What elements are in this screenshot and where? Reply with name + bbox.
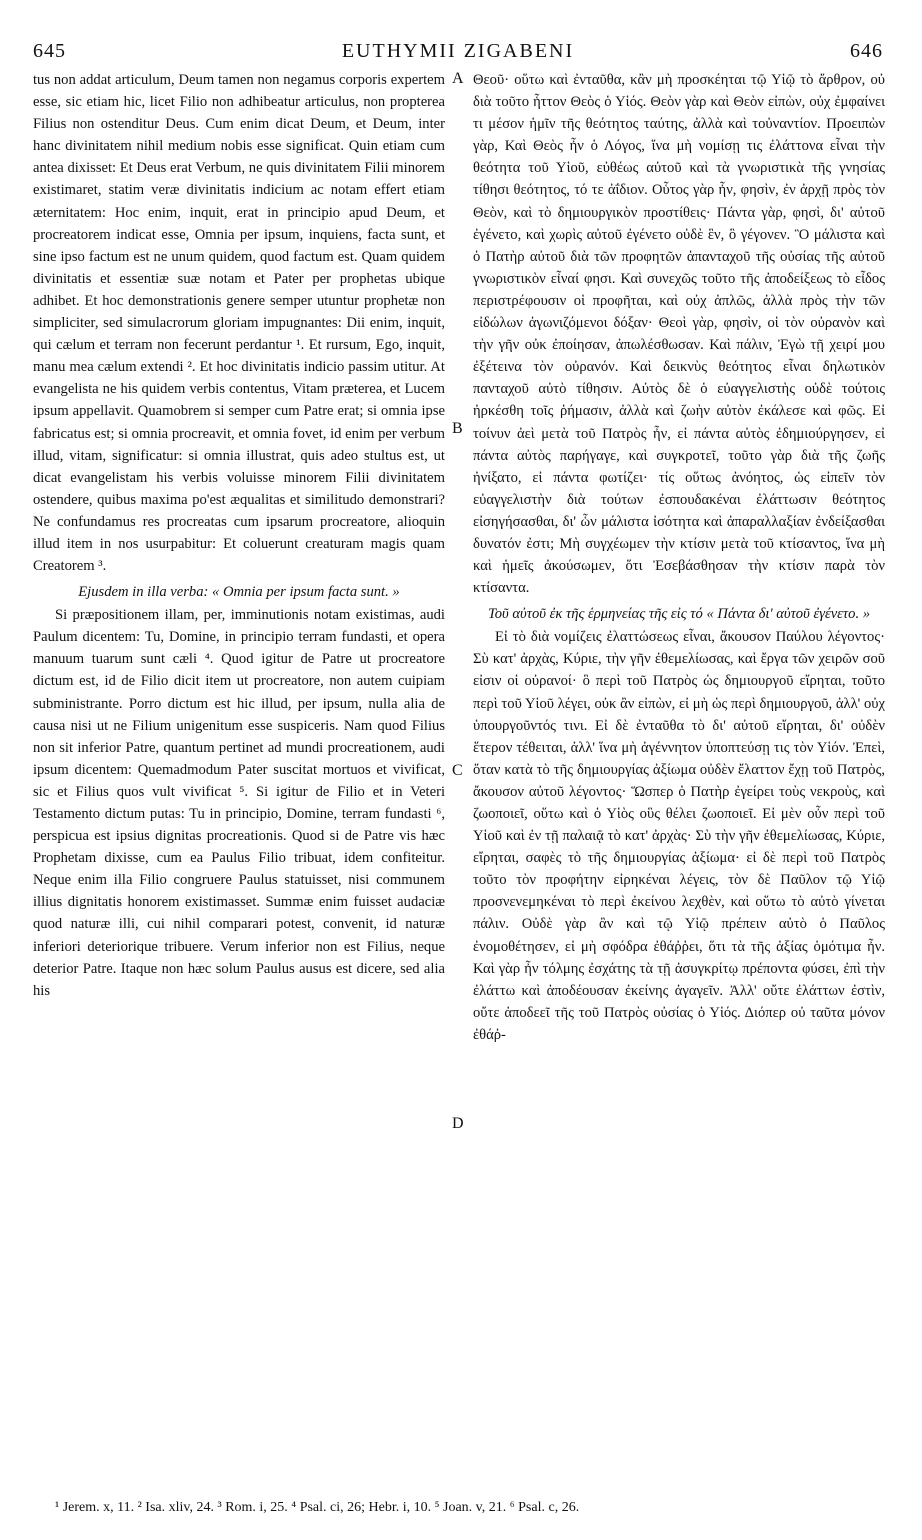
margin-letter-a: A: [452, 70, 464, 87]
greek-section-heading: Τοῦ αὐτοῦ ἐκ τῆς ἑρμηνείας τῆς εἰς τό « Πάντα δι' αὐτοῦ ἐγένετο. »: [487, 606, 871, 623]
margin-markers: [448, 0, 470, 1540]
margin-letter-d: D: [452, 1115, 464, 1132]
page-number-right: 646: [850, 40, 883, 62]
margin-letter-b: B: [452, 420, 463, 437]
page-number-left: 645: [33, 40, 66, 62]
latin-paragraph-1: tus non addat articulum, Deum tamen non negamus corporis expertem esse, sic etiam hic, licet Filio non adhibeatur articulus, non propterea Filius non ostenditur Deus. Cum enim dicat Deum, et Deum, inter hanc divinitatem nihil medium nobis esse significat. Quin etiam cum antea dixisset: Et Deus erat Verbum, ne quis divinitatem Filii minorem existimaret, statim veræ divinitatis indicium ac notam effert etiam æternitatem: Hoc enim, inquit, erat in principio apud Deum, et procreatorem indicat esse, Omnia per ipsum, inquiens, facta sunt, et sine ipso factum est ne unum quidem, quod factum est. Quam quidem divinitatis et essentiæ suæ notam et Pater per prophetas ubique adhibet. Et hoc demonstrationis genere semper utuntur prophetæ non simpliciter, sed simulacrorum gloriam impugnantes: Dii enim, inquit, qui cælum et terram non fecerunt perdantur ¹. Et rursum, Ego, inquit, manu mea cælum extendi ². Et hoc divinitatis indicio passim utitur. At evangelista ne his quidem verbis contentus, Vitam præterea, et Lucem ipsum appellavit. Quamobrem si semper cum Patre erat; si omnia ipse fabricatus est; si omnia procreavit, et omnia fovet, id enim per verbum illud, vitam, significatur: si omnia illustrat, quis adeo stultus est, ut dicat evangelistam his verbis voluisse minorem Filii divinitatem ostendere, quibus maxima po'est æqualitas et similitudo demonstrari? Ne confundamus res procreatas cum ipsarum procreatore, alioquin illud item in nos usurpabitur: Et coluerunt creaturam magis quam Creatorem ³.: [33, 72, 445, 575]
footnotes: ¹ Jerem. x, 11. ² Isa. xliv, 24. ³ Rom. i, 25. ⁴ Psal. ci, 26; Hebr. i, 10. ⁵ Joan. v, 21. ⁶ Psal. c, 26.: [55, 1500, 580, 1515]
greek-paragraph-2: Εἰ τὸ διὰ νομίζεις ἐλαττώσεως εἶναι, ἄκουσον Παύλου λέγοντος· Σὺ κατ' ἀρχὰς, Κύριε, τὴν γῆν ἐθεμελίωσας, καὶ ἔργα τῶν χειρῶν σοῦ εἰσιν οἱ οὐρανοί· ὃ περὶ τοῦ Πατρὸς ὡς δημιουργοῦ εἴρηται, τοῦτο περὶ τοῦ Υἱοῦ λέγει, οὐκ ἂν εἰπὼν, εἰ μὴ ὡς περὶ δημιουργοῦ, ἀλλ' οὐχ ὑπουργοῦντός τινι. Εἰ δὲ ἐνταῦθα τὸ δι' αὐτοῦ εἴρηται, δι' οὐδὲν ἕτερον τέθειται, ἀλλ' ἵνα μὴ ἀγέννητον ὑποπτεύσῃ τις τὸν Υἱόν. Ἐπεὶ, ὅταν κατὰ τὸ τῆς δημιουργίας ἀξίωμα οὐδὲν ἔλαττον ἔχῃ τοῦ Πατρὸς, ἄκουσον αὐτοῦ λέγοντος· Ὥσπερ ὁ Πατὴρ ἐγείρει τοὺς νεκροὺς, καὶ ζωοποιεῖ, οὕτω καὶ ὁ Υἱὸς οὓς θέλει ζωοποιεῖ. Εἰ μὲν οὖν περὶ τοῦ Υἱοῦ καὶ ἐν τῇ παλαιᾷ τὸ κατ' ἀρχὰς· Σὺ τὴν γῆν ἐθεμελίωσας, Κύριε, εἴρηται, σαφὲς τὸ τῆς δημιουργίας ἀξίωμα· εἰ δὲ περὶ τοῦ Πατρὸς τοῦτο τὸν προφήτην εἰρηκέναι λέγεις, τὸν δὲ Παῦλον τῷ Υἱῷ προσνενεμηκέναι τὸ περὶ ἐκείνου λεχθὲν, καὶ οὕτω τὸ αὐτὸ γίνεται πάλιν. Οὐδὲ γὰρ ἂν καὶ τῷ Υἱῷ πρέπειν αὐτὸ ὁ Παῦλος ἐνομοθέτησεν, εἰ μὴ σφόδρα ἐθάῤῥει, ὅτι τὰ τῆς ἀξίας ὁμότιμα ἦν. Καὶ γὰρ ἦν τόλμης ἐσχάτης τὰ τῇ ἀσυγκρίτῳ πρέποντα φύσει, ἐπὶ τὴν ἐλάττω καὶ ἀποδέουσαν ἐκείνης ἀγαγεῖν. Ἀλλ' οὔτε ἐλάττων ἐστὶν, οὔτε ἀποδεεῖ τῆς τοῦ Πατρὸς οὐσίας ὁ Υἱός. Διόπερ οὐ ταῦτα μόνον ἐθάῤ-: [473, 629, 885, 1043]
latin-section-heading: Ejusdem in illa verba: « Omnia per ipsum facta sunt. »: [78, 584, 400, 601]
running-title: EUTHYMII ZIGABENI: [341, 40, 575, 62]
margin-letter-c: C: [452, 762, 463, 779]
greek-paragraph-1: Θεοῦ· οὕτω καὶ ἐνταῦθα, κἂν μὴ προσκέηται τῷ Υἱῷ τὸ ἄρθρον, οὐ διὰ τοῦτο ἧττον Θεὸς ὁ Υἱός. Θεὸν γὰρ καὶ Θεὸν εἰπὼν, οὐχ ἐμφαίνει τι μέσον ἡμῖν τῆς θεότητος ταύτης, ἀλλὰ καὶ τοὐναντίον. Προειπὼν γὰρ, Καὶ Θεὸς ἦν ὁ Λόγος, ἵνα μὴ νομίσῃ τις ἐλάττονα εἶναι τὴν θεότητα τοῦ Υἱοῦ, εὐθέως αὐτοῦ καὶ τὰ γνωριστικὰ τῆς γνησίας τίθησι θεότητος, τό τε ἀΐδιον. Οὗτος γὰρ ἦν, φησὶν, ἐν ἀρχῇ πρὸς τὸν Θεὸν, καὶ τὸ δημιουργικὸν προστίθεις· Πάντα γὰρ, φησὶ, δι' αὐτοῦ ἐγένετο, καὶ χωρὶς αὐτοῦ ἐγένετο οὐδὲ ἓν, ὃ γέγονεν. Ὃ μάλιστα καὶ ὁ Πατὴρ αὐτοῦ διὰ τῶν προφητῶν ἁπανταχοῦ τῆς οὐσίας τῆς αὐτοῦ γνωριστικὸν εἶναί φησι. Καὶ συνεχῶς τοῦτο τῆς ἀποδείξεως τὸ εἶδος περιστρέφουσιν οἱ προφῆται, καὶ οὐχ ἁπλῶς, ἀλλὰ πρὸς τὴν τῶν εἰδώλων ἀγωνιζόμενοι δόξαν· Θεοὶ γὰρ, φησὶν, οἱ τὸν οὐρανὸν καὶ τὴν γῆν οὐκ ἐποίησαν, ἀπωλέσθωσαν. Καὶ πάλιν, Ἐγὼ τῇ χειρί μου ἐξέτεινα τὸν οὐρανόν. Καὶ δεικνὺς θεότητος εἶναι δηλωτικὸν πανταχοῦ αὐτὸ τίθησιν. Αὐτὸς δὲ ὁ εὐαγγελιστὴς οὐδὲ τούτοις ἠρκέσθη τοῖς ῥήμασιν, ἀλλὰ καὶ ζωὴν αὐτὸν ἐκάλεσε καὶ φῶς. Εἰ τοίνυν ἀεὶ μετὰ τοῦ Πατρὸς ἦν, εἰ πάντα αὐτὸς ἐδημιούργησεν, εἰ πάντα αὐτὸς παρήγαγε, καὶ συγκροτεῖ, τοῦτο γὰρ διὰ τῆς ζωῆς ἠνίξατο, εἰ πάντα φωτίζει· τίς οὕτως ἀνόητος, ὡς εἰπεῖν τὸν εὐαγγελιστὴν διὰ τούτων ἐσπουδακέναι ἐλάττωσιν θεότητος εἰσηγήσασθαι, δι' ὧν μάλιστα ἰσότητα καὶ ἀπαραλλαξίαν ἐνδείξασθαι δυνατόν ἐστι; Μὴ συγχέωμεν τὴν κτίσιν μετὰ τοῦ κτίσαντος, ἵνα μὴ καὶ ἡμεῖς ἀκούσωμεν, ὅτι Ἐσεβάσθησαν τὴν κτίσιν παρὰ τὸν κτίσαντα.: [473, 72, 885, 597]
latin-paragraph-2: Si præpositionem illam, per, imminutionis notam existimas, audi Paulum dicentem: Tu, Domine, in principio terram fundasti, et opera manuum tuarum sunt cæli ⁴. Quod igitur de Patre ut procreatore dictum est, id de Filio dicit item ut procreatore, non autem cuipiam subministrante. Porro dictum est hic illud, per ipsum, nulla alia de causa nisi ut ne Filium unigenitum esse suspiceris. Nam quod Filius non sit inferior Patre, quantum pertinet ad mundi procreationem, audi ipsum dicentem: Quemadmodum Pater suscitat mortuos et vivificat, sic et Filius quos vult vivificat ⁵. Si igitur de Filio et in Veteri Testamento dictum putas: Tu in principio, Domine, terram fundasti ⁶, perspicua est ipsius dignitas procreationis. Quod si de Patre vis hæc Prophetam dixisse, cum ea Paulus Filio tribuat, idem confiteitur. Neque enim illa Filio congruere Paulus statuisset, nisi communem illius dignitatis honorem existimasset. Summæ enim fuisset audaciæ quod naturæ illi, cui nihil comparari potest, convenit, id naturæ inferiori deteriorique tribuere. Verum inferior non est Filius, neque deterior Patre. Itaque non hæc solum Paulus ausus est dicere, sed alia his: [33, 607, 445, 999]
greek-column: [473, 69, 885, 1046]
latin-column: [33, 69, 445, 1002]
